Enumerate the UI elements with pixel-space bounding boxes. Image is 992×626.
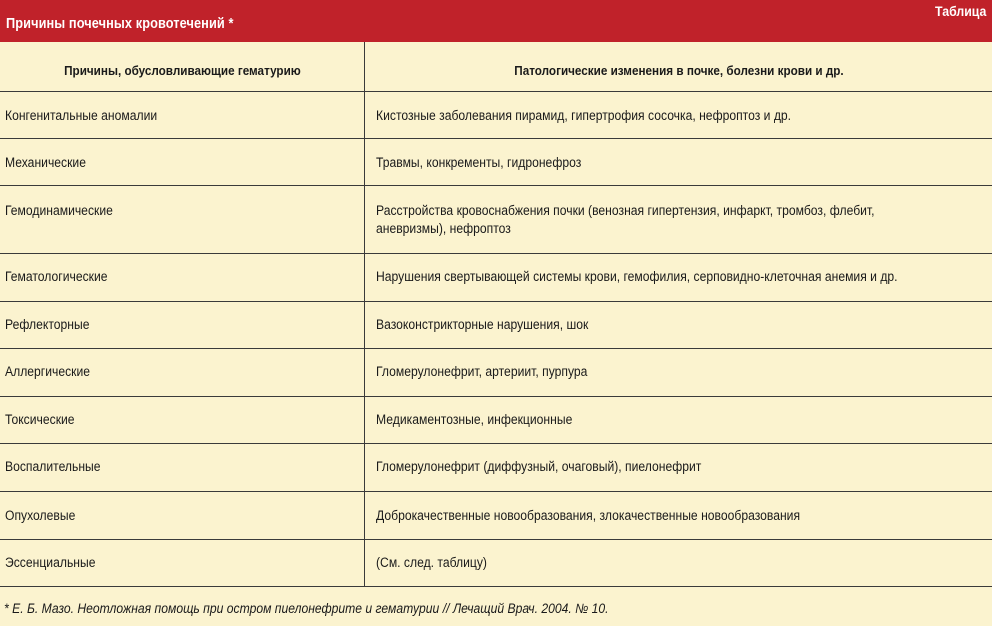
row-changes: (См. след. таблицу) — [364, 540, 992, 586]
row-cause: Конгенитальные аномалии — [5, 108, 158, 123]
table-label: Таблица — [934, 3, 986, 19]
row-changes: Гломерулонефрит (диффузный, очаговый), пиелонефрит — [364, 444, 992, 491]
column-header-changes: Патологические изменения в почке, болезни крови и др. — [364, 42, 992, 91]
row-cause: Аллергические — [5, 364, 91, 379]
table-row — [0, 254, 992, 302]
row-cause: Гематологические — [5, 269, 108, 284]
row-cause: Эссенциальные — [5, 555, 96, 570]
row-changes: Гломерулонефрит, артериит, пурпура — [364, 349, 992, 396]
table-row — [0, 444, 992, 492]
table-footnote: * Е. Б. Мазо. Неотложная помощь при остром пиелонефрите и гематурии // Лечащий Врач. 2004. № 10. — [4, 601, 609, 616]
table-header-bar — [0, 0, 992, 42]
table-header-row — [0, 42, 992, 92]
row-changes: Нарушения свертывающей системы крови, гемофилия, серповидно-клеточная анемия и др. — [364, 254, 992, 301]
row-cause: Воспалительные — [5, 459, 101, 474]
table-title: Причины почечных кровотечений * — [6, 16, 234, 32]
table-row — [0, 186, 992, 254]
row-changes: Кистозные заболевания пирамид, гипертрофия сосочка, нефроптоз и др. — [364, 92, 992, 138]
table-row — [0, 302, 992, 349]
row-changes: Вазоконстрикторные нарушения, шок — [364, 302, 992, 348]
table-row — [0, 492, 992, 540]
row-changes: Медикаментозные, инфекционные — [364, 397, 992, 443]
row-cause: Опухолевые — [5, 508, 76, 523]
table-row — [0, 540, 992, 587]
row-changes: Доброкачественные новообразования, злокачественные новообразования — [364, 492, 992, 539]
table-row — [0, 92, 992, 139]
row-changes: Расстройства кровоснабжения почки (венозная гипертензия, инфаркт, тромбоз, флебит, аневризмы), нефроптоз — [364, 186, 992, 253]
column-header-causes: Причины, обусловливающие гематурию — [63, 63, 301, 78]
row-cause: Рефлекторные — [5, 317, 90, 332]
row-cause: Токсические — [5, 412, 75, 427]
table-row — [0, 397, 992, 444]
table-row — [0, 349, 992, 397]
table-row — [0, 139, 992, 186]
row-cause: Механические — [5, 155, 86, 170]
row-changes: Травмы, конкременты, гидронефроз — [364, 139, 992, 185]
row-cause: Гемодинамические — [5, 203, 113, 218]
